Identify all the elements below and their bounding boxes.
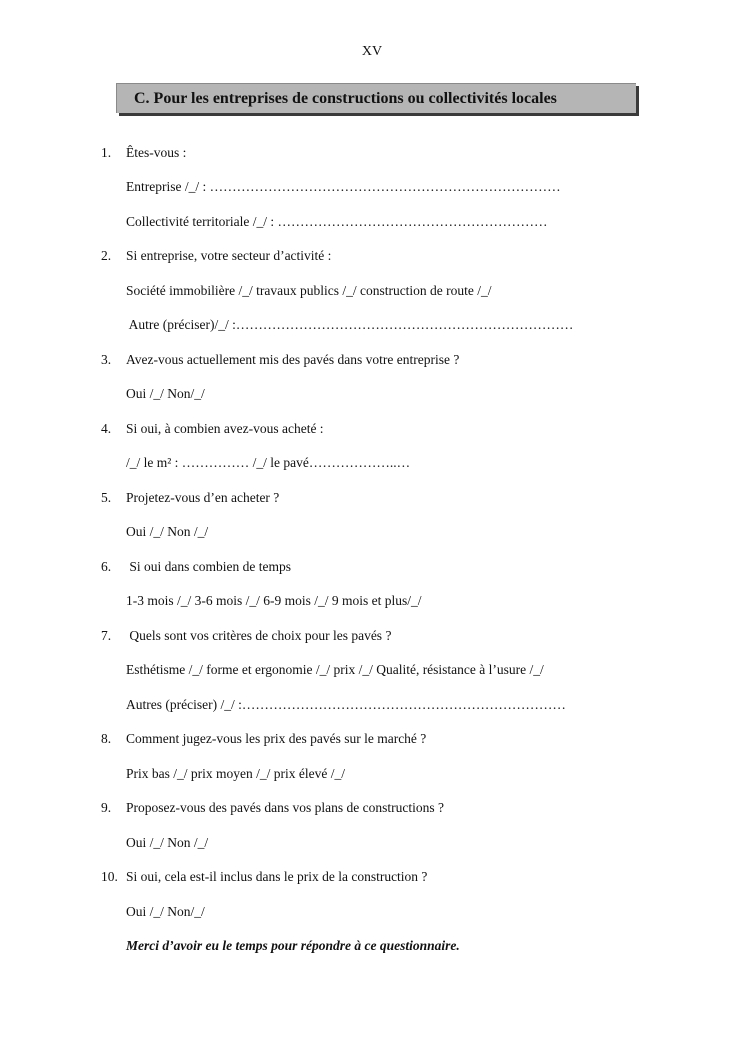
answer-text: Oui /_/ Non /_/: [126, 835, 209, 850]
page-number: XV: [361, 44, 383, 59]
question-text: Projetez-vous d’en acheter ?: [126, 490, 280, 505]
answer-text: Autre (préciser)/_/ :…………………………………………………………………: [126, 317, 574, 332]
section-banner: [116, 83, 636, 113]
question-number: 7.: [101, 628, 112, 643]
answer-text: Oui /_/ Non/_/: [126, 904, 205, 919]
answer-text: /_/ le m² : …………… /_/ le pavé………………..…: [126, 455, 411, 470]
answer-text: Esthétisme /_/ forme et ergonomie /_/ prix /_/ Qualité, résistance à l’usure /_/: [126, 662, 544, 677]
question-number: 3.: [101, 352, 112, 367]
answer-text: Société immobilière /_/ travaux publics /_/ construction de route /_/: [126, 283, 492, 298]
question-text: Proposez-vous des pavés dans vos plans de constructions ?: [126, 800, 444, 815]
answer-text: 1-3 mois /_/ 3-6 mois /_/ 6-9 mois /_/ 9 mois et plus/_/: [126, 593, 422, 608]
answer-text: Autres (préciser) /_/ :………………………………………………………………: [126, 697, 566, 712]
answer-text: Entreprise /_/ : ……………………………………………………………………: [126, 179, 561, 194]
closing-text: Merci d’avoir eu le temps pour répondre à ce questionnaire.: [126, 938, 460, 953]
answer-text: Prix bas /_/ prix moyen /_/ prix élevé /_/: [126, 766, 345, 781]
question-text: Si oui, à combien avez-vous acheté :: [126, 421, 324, 436]
question-number: 6.: [101, 559, 112, 574]
question-number: 10.: [101, 869, 118, 884]
question-number: 8.: [101, 731, 112, 746]
question-text: Si oui, cela est-il inclus dans le prix de la construction ?: [126, 869, 428, 884]
question-text: Si entreprise, votre secteur d’activité :: [126, 248, 332, 263]
question-text: Comment jugez-vous les prix des pavés sur le marché ?: [126, 731, 427, 746]
answer-text: Oui /_/ Non/_/: [126, 386, 205, 401]
section-title: C. Pour les entreprises de constructions ou collectivités locales: [134, 90, 557, 107]
question-number: 2.: [101, 248, 112, 263]
question-number: 4.: [101, 421, 112, 436]
question-number: 1.: [101, 145, 112, 160]
question-text: Quels sont vos critères de choix pour les pavés ?: [126, 628, 392, 643]
question-text: Si oui dans combien de temps: [126, 559, 291, 574]
question-number: 9.: [101, 800, 112, 815]
question-text: Êtes-vous :: [126, 145, 187, 160]
answer-text: Oui /_/ Non /_/: [126, 524, 209, 539]
question-text: Avez-vous actuellement mis des pavés dans votre entreprise ?: [126, 352, 460, 367]
question-number: 5.: [101, 490, 112, 505]
answer-text: Collectivité territoriale /_/ : ……………………………………………………: [126, 214, 548, 229]
